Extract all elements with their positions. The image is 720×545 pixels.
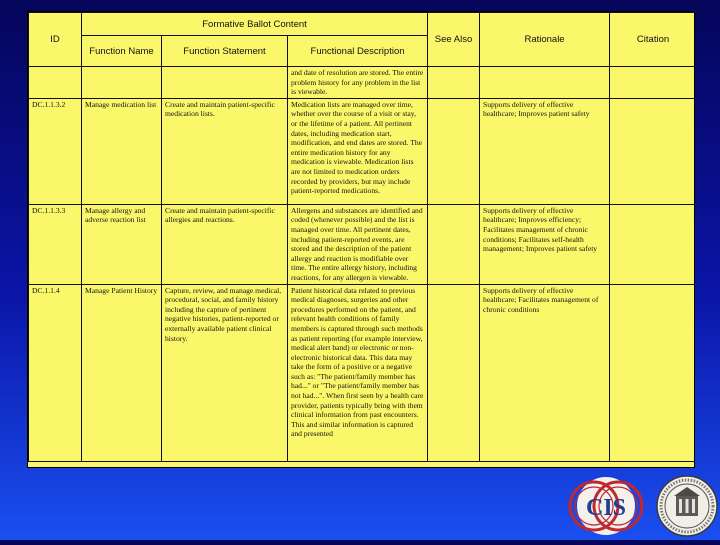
cell-see-also	[428, 284, 480, 461]
cell-function-statement: Create and maintain patient-specific allergies and reactions.	[162, 204, 288, 284]
cell-functional-description: Patient historical data related to previous medical diagnoses, surgeries and other procedures performed on the patient, and relevant health conditions of family members is captured through such methods as patient reporting (for example interview, medical alert band) or electronic or non-electronic historical data. This data may take the form of a positive or a negative such as: "The patient/family member has had..." or "The patient/family member has not had...". When first seen by a health care provider, patients typically bring with them clinical information from past encounters. This and similar information is captured and presented	[288, 284, 428, 461]
col-header-see-also: See Also	[428, 13, 480, 67]
table-row	[29, 98, 696, 204]
cell-citation	[610, 98, 695, 204]
cell-function-statement: Create and maintain patient-specific medication lists.	[162, 98, 288, 204]
cell-see-also	[428, 204, 480, 284]
cell-citation	[610, 284, 695, 461]
cell-see-also	[428, 98, 480, 204]
cell-id: DC.1.1.3.2	[29, 98, 82, 204]
cis-logo-text: CIS	[585, 495, 627, 521]
table-row	[29, 204, 696, 284]
logo-area	[560, 468, 720, 540]
cell-id: DC.1.1.3.3	[29, 204, 82, 284]
col-header-functional-description: Functional Description	[288, 36, 428, 67]
col-header-citation: Citation	[610, 13, 695, 67]
col-header-function-name: Function Name	[82, 36, 162, 67]
university-seal-icon	[657, 476, 717, 536]
cell-function-name: Manage allergy and adverse reaction list	[82, 204, 162, 284]
cell-id: DC.1.1.4	[29, 284, 82, 461]
content-table	[28, 12, 695, 462]
group-header: Formative Ballot Content	[82, 13, 428, 36]
cell-id	[29, 67, 82, 99]
cis-logo	[570, 477, 642, 535]
cell-see-also	[428, 67, 480, 99]
cell-function-statement	[162, 67, 288, 99]
cell-functional-description: and date of resolution are stored. The entire problem history for any problem in the list is viewable.	[288, 67, 428, 99]
col-header-rationale: Rationale	[480, 13, 610, 67]
cell-function-statement: Capture, review, and manage medical, procedural, social, and family history including the capture of pertinent negative histories, patient-reported or externally available patient clinical history.	[162, 284, 288, 461]
col-header-id: ID	[29, 13, 82, 67]
cell-rationale: Supports delivery of effective healthcare; Improves efficiency; Facilitates management of chronic conditions; Facilitates self-health management; Improves patient safety	[480, 204, 610, 284]
cell-functional-description: Allergens and substances are identified and coded (whenever possible) and the list is managed over time. All pertinent dates, including patient-reported events, are stored and the description of the patient allergy and reaction is modifiable over time. The entire allergy history, including reactions, for any allergen is viewable.	[288, 204, 428, 284]
table-row	[29, 284, 696, 461]
cell-functional-description: Medication lists are managed over time, whether over the course of a visit or stay, or the lifetime of a patient. All pertinent dates, including medication start, modification, and end dates are stored. The entire medication history for any medication is viewable. Medication lists are not limited to medication orders recorded by providers, but may include patient-reported medications.	[288, 98, 428, 204]
cell-function-name	[82, 67, 162, 99]
cell-rationale	[480, 67, 610, 99]
cell-function-name: Manage medication list	[82, 98, 162, 204]
cell-citation	[610, 67, 695, 99]
cell-function-name: Manage Patient History	[82, 284, 162, 461]
ballot-content-table	[27, 11, 695, 468]
logos-svg	[560, 468, 720, 540]
table-row	[29, 67, 696, 99]
cell-rationale: Supports delivery of effective healthcare; Facilitates management of chronic conditions	[480, 284, 610, 461]
cell-rationale: Supports delivery of effective healthcare; Improves patient safety	[480, 98, 610, 204]
cell-citation	[610, 204, 695, 284]
col-header-function-statement: Function Statement	[162, 36, 288, 67]
